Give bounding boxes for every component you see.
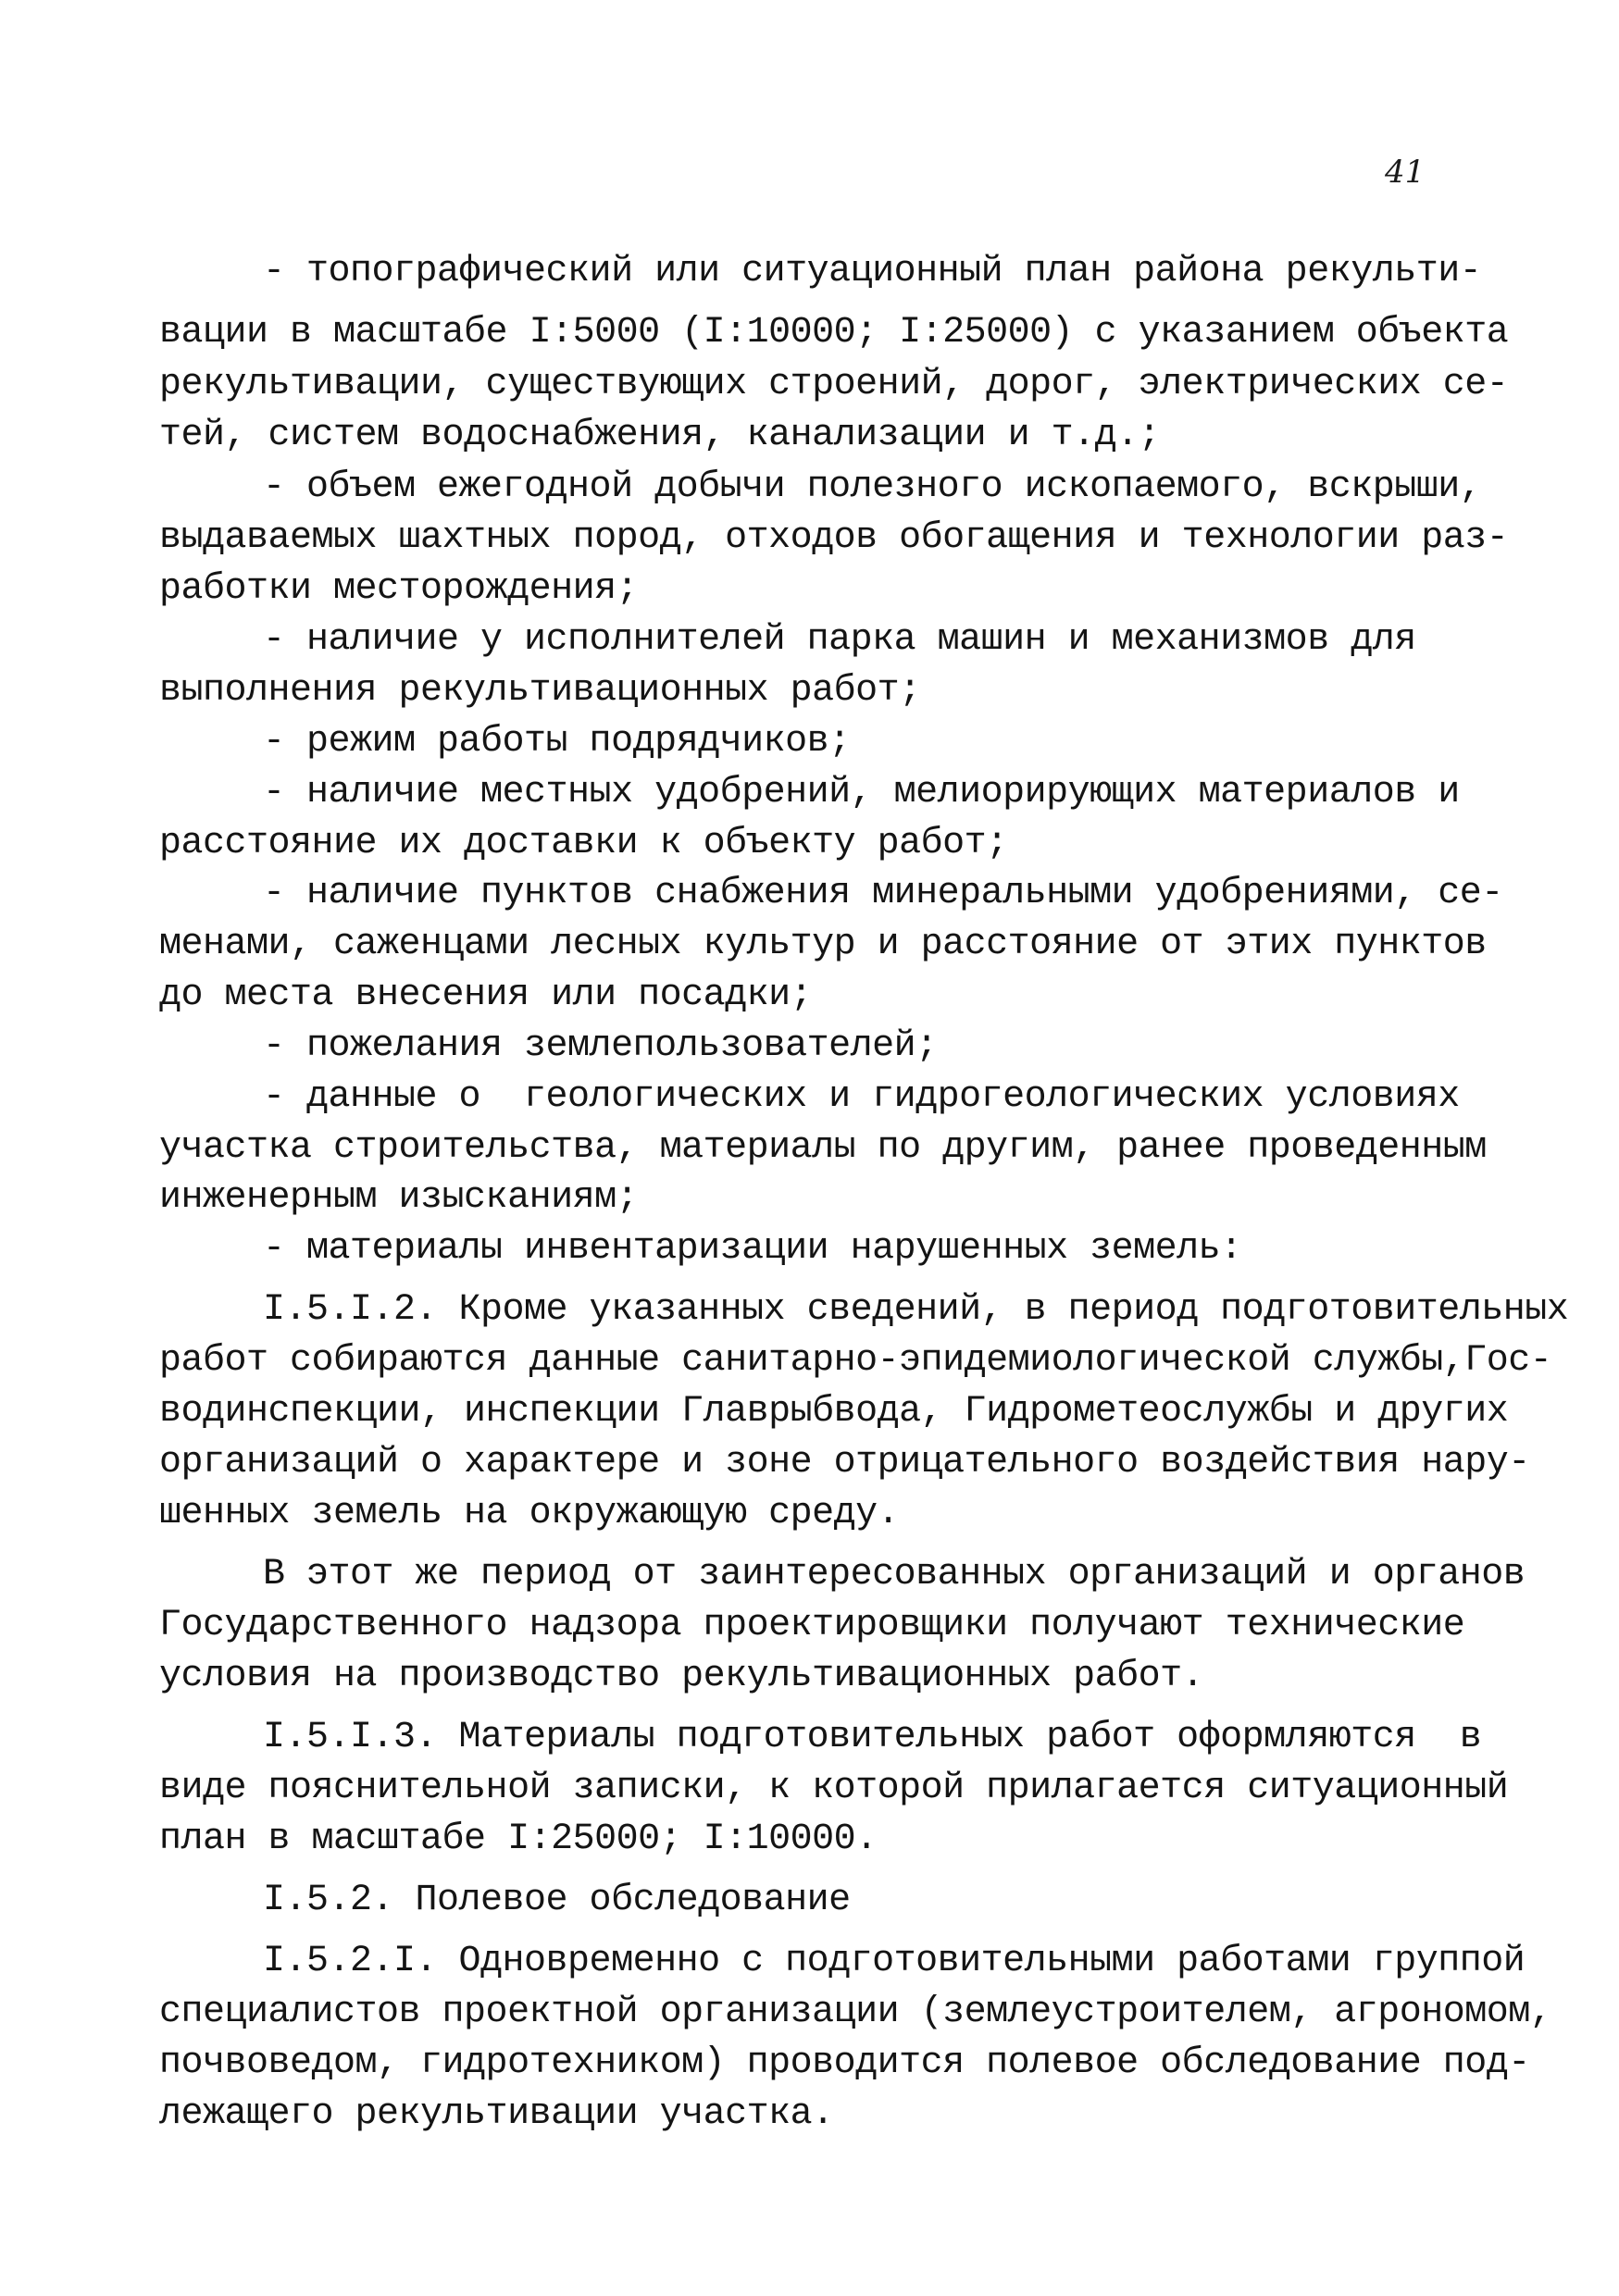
text-line: I.5.I.3. Материалы подготовительных работ оформляются в [263,1717,1482,1758]
text-line: - данные о геологических и гидрогеологических условиях [263,1076,1460,1118]
text-line: вации в масштабе I:5000 (I:10000; I:25000) с указанием объекта [159,312,1509,354]
text-line: до места внесения или посадки; [159,974,813,1016]
text-line: выдаваемых шахтных пород, отходов обогащения и технологии раз- [159,517,1509,559]
text-line: выполнения рекультивационных работ; [159,670,921,712]
text-line: - материалы инвентаризации нарушенных земель: [263,1228,1242,1270]
text-line: I.5.2.I. Одновременно с подготовительными работами группой [263,1941,1526,1982]
text-line: I.5.I.2. Кроме указанных сведений, в период подготовительных [263,1289,1569,1331]
text-line: инженерным изысканиям; [159,1177,639,1219]
text-line: - объем ежегодной добычи полезного ископаемого, вскрыши, [263,466,1482,508]
text-line: - пожелания землепользователей; [263,1025,938,1067]
section-heading: I.5.2. Полевое обследование [263,1880,851,1921]
text-line: В этот же период от заинтересованных организаций и органов [263,1554,1526,1595]
text-line: план в масштабе I:25000; I:10000. [159,1818,878,1860]
text-line: условия на производство рекультивационных работ. [159,1656,1204,1697]
text-line: - режим работы подрядчиков; [263,721,851,763]
text-line: менами, саженцами лесных культур и расстояние от этих пунктов [159,924,1487,965]
text-line: работки месторождения; [159,568,639,610]
text-line: - наличие местных удобрений, мелиорирующих материалов и [263,772,1460,813]
text-line: - наличие пунктов снабжения минеральными удобрениями, се- [263,873,1503,914]
text-line: лежащего рекультивации участка. [159,2093,834,2135]
page-number: 41 [1385,154,1426,191]
text-line: работ собираются данные санитарно-эпидемиологической службы,Гос- [159,1340,1552,1382]
text-line: тей, систем водоснабжения, канализации и т.д.; [159,415,1161,456]
text-line: Государственного надзора проектировщики получают технические [159,1605,1465,1646]
text-line: почвоведом, гидротехником) проводится полевое обследование под- [159,2042,1530,2084]
text-line: участка строительства, материалы по другим, ранее проведенным [159,1127,1487,1169]
text-line: - наличие у исполнителей парка машин и механизмов для [263,619,1416,661]
text-line: рекультивации, существующих строений, дорог, электрических се- [159,364,1509,405]
text-line: организаций о характере и зоне отрицательного воздействия нару- [159,1442,1530,1483]
text-line: виде пояснительной записки, к которой прилагается ситуационный [159,1768,1509,1809]
text-line: специалистов проектной организации (землеустроителем, агрономом, [159,1992,1552,2033]
text-line: шенных земель на окружающую среду. [159,1493,900,1534]
text-line: водинспекции, инспекции Главрыбвода, Гидрометеослужбы и других [159,1391,1509,1433]
text-line: расстояние их доставки к объекту работ; [159,823,1008,864]
text-line: - топографический или ситуационный план района рекульти- [263,251,1482,292]
